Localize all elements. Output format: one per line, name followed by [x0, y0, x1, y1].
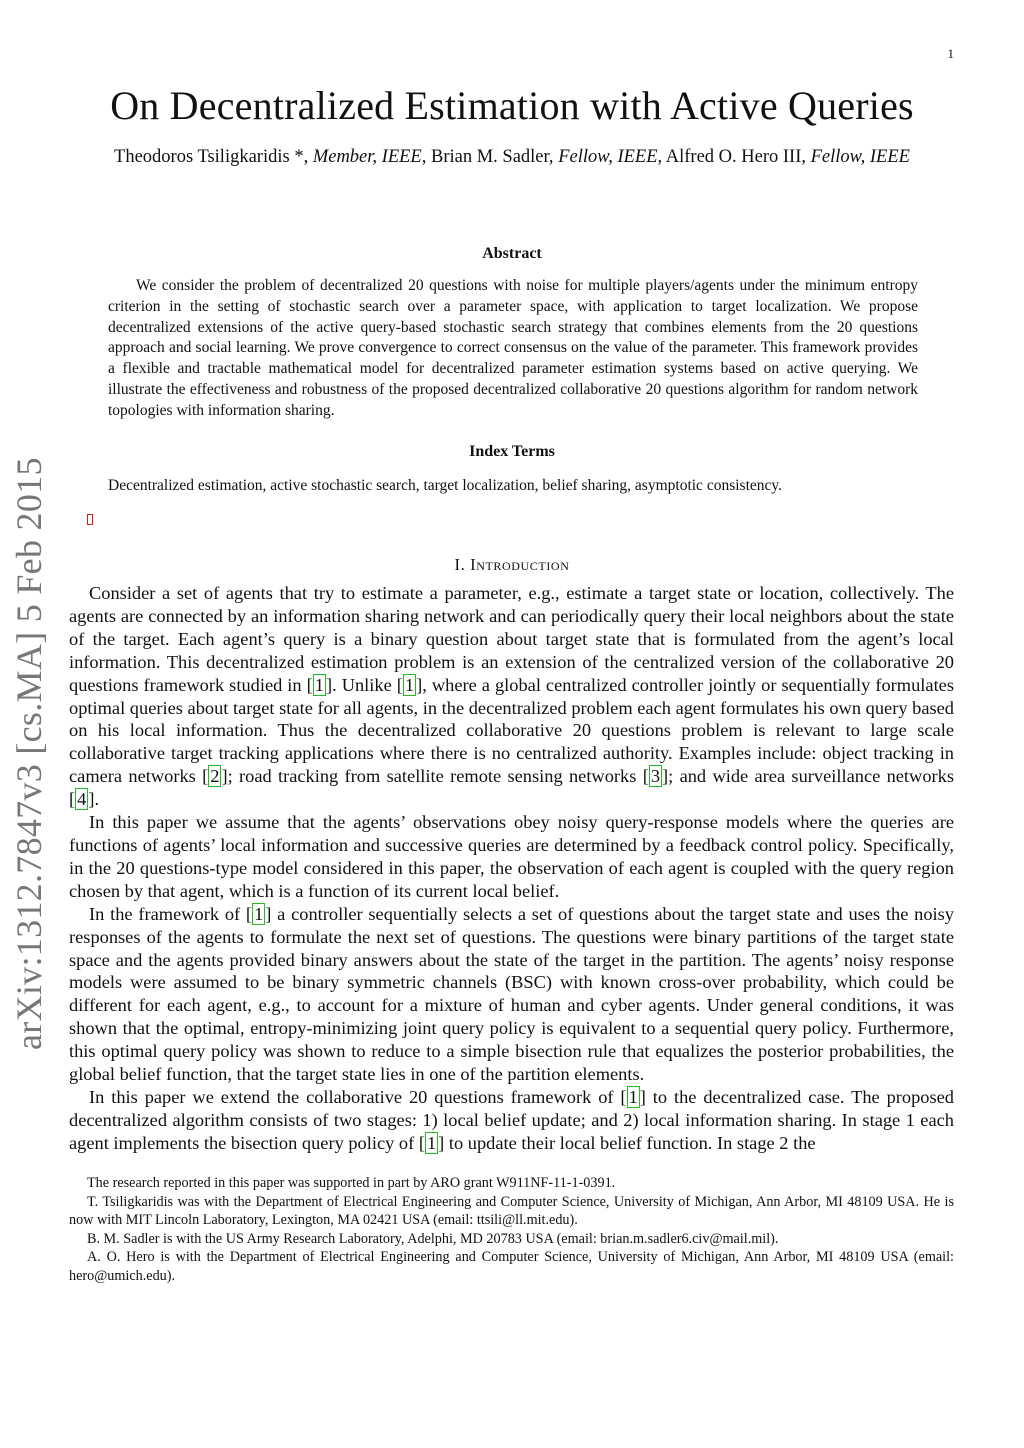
citation-link[interactable]: 3	[650, 766, 661, 787]
paragraph-text: ] to the decentralized case. The proposed decentralized algorithm consists of two stages: 1) local belief update; and 2) local information sharing. In stage 1 each agent implements the bisection query policy of [	[69, 1086, 955, 1153]
section-heading	[0, 555, 1024, 575]
paragraph-text: In the framework of [	[89, 903, 253, 924]
paragraph-text: In this paper we extend the collaborative 20 questions framework of [	[89, 1086, 627, 1107]
citation-link[interactable]: 2	[210, 766, 220, 787]
paragraph-text: In this paper we assume that the agents’ observations obey noisy query-response models where the queries are functions of agents’ local information and successive queries are determined by a feedback control policy. Specifically, in the 20 questions-type model considered in this paper, the observation of each agent is coupled with the query region chosen by that agent, which is a function of its current local belief.	[69, 812, 954, 901]
body-paragraph	[69, 582, 954, 811]
body-paragraph	[69, 1086, 954, 1155]
abstract-text: We consider the problem of decentralized 20 questions with noise for multiple players/agents under the minimum entropy criterion in the setting of stochastic search over a parameter space, with application to target localization. We propose decentralized extensions of the active query-based stochastic search strategy that combines elements from the 20 questions approach and social learning. We prove convergence to correct consensus on the value of the parameter. This framework provides a flexible and tractable mathematical model for decentralized parameter estimation systems based on active querying. We illustrate the effectiveness and robustness of the proposed decentralized collaborative 20 questions algorithm for random network topologies with information sharing.	[108, 277, 918, 419]
paragraph-text: Consider a set of agents that try to estimate a parameter, e.g., estimate a target state or location, collectively. The agents are connected by an information sharing network and can periodically query their local neighbors about the state of the target. Each agent’s query is a binary question about target state that is formulated from the agent’s local information. This decentralized estimation problem is an extension of the centralized version of the collaborative 20 questions framework studied in [	[69, 583, 954, 695]
citation-link[interactable]: 4	[77, 789, 87, 810]
author-1-name: Theodoros Tsiligkaridis *,	[114, 147, 309, 167]
paper-title: On Decentralized Estimation with Active Queries	[110, 83, 914, 128]
section-title-rest: ntroduction	[476, 555, 570, 574]
paragraph-text: ] to update their local belief function. In stage 2 the	[438, 1132, 816, 1153]
hyperlink-marker-icon	[87, 514, 93, 525]
author-2-sep: ,	[657, 147, 663, 167]
citation-link[interactable]: 1	[314, 674, 324, 695]
author-3-role: Fellow, IEEE	[810, 147, 910, 167]
author-3-name: Alfred O. Hero III,	[665, 147, 806, 167]
body-paragraph	[69, 811, 954, 903]
arxiv-identifier-stamp: arXiv:1312.7847v3 [cs.MA] 5 Feb 2015	[9, 457, 49, 1050]
paragraph-text: ]; and wide area surveillance networks [	[69, 766, 954, 810]
author-2-name: Brian M. Sadler,	[430, 147, 554, 167]
page-number: 1	[947, 46, 954, 61]
citation-link[interactable]: 1	[628, 1086, 638, 1107]
body-paragraph	[69, 903, 954, 1086]
footnote-author-3: A. O. Hero is with the Department of Electrical Engineering and Computer Science, University of Michigan, Ann Arbor, MI 48109 USA (email: hero@umich.edu).	[69, 1249, 954, 1284]
citation-link[interactable]: 1	[404, 674, 415, 695]
footnote-author-1: T. Tsiligkaridis was with the Department of Electrical Engineering and Computer Science, University of Michigan, Ann Arbor, MI 48109 USA. He is now with MIT Lincoln Laboratory, Lexington, MA 02421 USA (email: ttsili@ll.mit.edu).	[69, 1193, 954, 1229]
paragraph-text: ] a controller sequentially selects a set of questions about the target state and uses the noisy responses of the agents to formulate the next set of questions. The questions were binary partitions of the target state space and the agents provided binary answers about the state of the target in the partition. The agents’ noisy response models were assumed to be binary symmetric channels (BSC) with known cross-over probability, which could be different for each agent, e.g., to account for a mixture of human and cyber agents. Under general conditions, it was shown that the optimal, entropy-minimizing joint query policy is equivalent to a sequential query policy. Furthermore, this optimal query policy was shown to reduce to a simple bisection rule that equalizes the posterior probabilities, the global belief function, that the target state lies in one of the partition elements.	[69, 903, 955, 1085]
paragraph-text: ], where a global centralized controller jointly or sequentially formulates optimal queries about target state for all agents, in the decentralized problem each agent formulates his own query based on his local information. Thus the decentralized collaborative 20 questions problem is relevant to large scale collaborative target tracking applications where there is no centralized authority. Examples include: object tracking in camera networks [	[69, 674, 954, 787]
footnotes	[69, 1174, 954, 1286]
citation-link[interactable]: 1	[426, 1132, 437, 1153]
footnote-author-2: B. M. Sadler is with the US Army Research Laboratory, Adelphi, MD 20783 USA (email: brian.m.sadler6.civ@mail.mil).	[87, 1230, 779, 1247]
author-list	[80, 145, 944, 169]
paragraph-text: ]; road tracking from satellite remote sensing networks [	[221, 766, 649, 787]
index-terms-heading: Index Terms	[469, 443, 555, 460]
index-terms-text: Decentralized estimation, active stochastic search, target localization, belief sharing, asymptotic consistency.	[108, 477, 783, 494]
abstract-heading: Abstract	[482, 245, 542, 262]
paragraph-text: ].	[88, 789, 100, 810]
author-1-sep: ,	[421, 147, 427, 167]
paragraph-text: ]. Unlike [	[325, 674, 403, 695]
footnote-funding: The research reported in this paper was supported in part by ARO grant W911NF-11-1-0391.	[87, 1175, 616, 1191]
citation-link[interactable]: 1	[254, 903, 264, 924]
section-first-letter: I	[470, 555, 477, 574]
author-2-role: Fellow, IEEE	[558, 147, 658, 167]
author-1-role: Member, IEEE	[312, 147, 422, 167]
section-numeral: I.	[454, 555, 466, 574]
body-text	[69, 582, 954, 1155]
